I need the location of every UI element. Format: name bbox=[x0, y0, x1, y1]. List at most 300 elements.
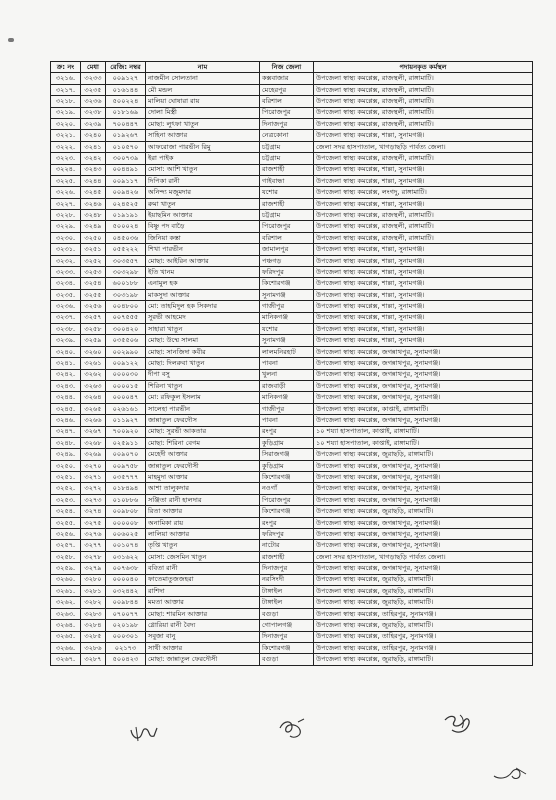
serial-cell: ৩২৫০. bbox=[51, 460, 81, 471]
table-row bbox=[51, 426, 533, 437]
merit-cell: ৩২৮১ bbox=[81, 585, 106, 596]
district-cell: মানিকগঞ্জ bbox=[260, 312, 314, 323]
posting-cell: উপজেলা স্বাস্থ্য কমপ্লেক্স, জুরাছড়ি, রাঙ্গামাটি। bbox=[314, 597, 533, 608]
name-cell: জান্নাতুল ফেরদৌস bbox=[146, 415, 260, 426]
table-row bbox=[51, 563, 533, 574]
district-cell: কুড়িগ্রাম bbox=[260, 437, 314, 448]
registration-cell: ০২১৭৩ bbox=[106, 642, 146, 653]
serial-cell: ৩২৬৪. bbox=[51, 620, 81, 631]
table-row bbox=[51, 153, 533, 164]
table-row bbox=[51, 301, 533, 312]
name-cell: অনিন্দ্য মজুমদার bbox=[146, 187, 260, 198]
registration-cell: ০১৯২৬৭ bbox=[106, 130, 146, 141]
merit-cell: ৩২৫২ bbox=[81, 255, 106, 266]
merit-cell: ৩২৪০ bbox=[81, 130, 106, 141]
district-cell: টাঙ্গাইল bbox=[260, 585, 314, 596]
name-cell: মোছা: সানজিদা কবীর bbox=[146, 346, 260, 357]
registration-cell: ০০৯১২৭ bbox=[106, 73, 146, 84]
district-cell: সুনামগঞ্জ bbox=[260, 335, 314, 346]
name-cell: ফাতেমাতুজজহরা bbox=[146, 574, 260, 585]
district-cell: চট্টগ্রাম bbox=[260, 153, 314, 164]
district-cell: গাজীপুর bbox=[260, 403, 314, 414]
merit-cell: ৩২৫৯ bbox=[81, 335, 106, 346]
registration-cell: ০০৭৫৫৫ bbox=[106, 312, 146, 323]
merit-cell: ৩২৪২ bbox=[81, 153, 106, 164]
registration-cell: ৬০০১৮৮ bbox=[106, 278, 146, 289]
district-cell: রংপুর bbox=[260, 517, 314, 528]
name-cell: জান্নাতুল ফেরদৌসী bbox=[146, 460, 260, 471]
merit-cell: ৩২৪৪ bbox=[81, 175, 106, 186]
serial-cell: ৩২১৬. bbox=[51, 73, 81, 84]
serial-cell: ৩২২৩. bbox=[51, 153, 81, 164]
table-row bbox=[51, 289, 533, 300]
serial-cell: ৩২৫৬. bbox=[51, 529, 81, 540]
registration-cell: ০২০১৯৮ bbox=[106, 620, 146, 631]
merit-cell: ৩২৩৮ bbox=[81, 107, 106, 118]
name-cell: দীপা বসু bbox=[146, 369, 260, 380]
table-row bbox=[51, 574, 533, 585]
registration-cell: ০০১০৭৪ bbox=[106, 540, 146, 551]
name-cell: ববিতা রানী bbox=[146, 563, 260, 574]
serial-cell: ৩২৩৬. bbox=[51, 301, 81, 312]
table-row bbox=[51, 141, 533, 152]
posting-cell: উপজেলা স্বাস্থ্য কমপ্লেক্স, রাজস্থলী, রাঙ্গামাটি। bbox=[314, 118, 533, 129]
header-name: নাম bbox=[146, 62, 260, 73]
name-cell: সাথী আক্তার bbox=[146, 642, 260, 653]
registration-cell: ০০৯৮৪৪ bbox=[106, 597, 146, 608]
district-cell: ফরিদপুর bbox=[260, 267, 314, 278]
registration-cell: ৫০০২২৪ bbox=[106, 96, 146, 107]
posting-cell: উপজেলা স্বাস্থ্য কমপ্লেক্স, জুরাছড়ি, রাঙ্গামাটি। bbox=[314, 654, 533, 665]
name-cell: মাহমুদা আক্তার bbox=[146, 472, 260, 483]
posting-cell: ১০ শয্যা হাসপাতাল, কাপ্তাই, রাঙ্গামাটি। bbox=[314, 426, 533, 437]
name-cell: অনামিকা রায় bbox=[146, 517, 260, 528]
registration-cell: ০০৯৭৫৮ bbox=[106, 460, 146, 471]
registration-cell: ০০৬০২৫ bbox=[106, 529, 146, 540]
table-row bbox=[51, 221, 533, 232]
registration-cell: ০০৪৪৯১ bbox=[106, 164, 146, 175]
name-cell: আফরোজা পারভীন রিমু bbox=[146, 141, 260, 152]
posting-cell: উপজেলা স্বাস্থ্য কমপ্লেক্স, জগন্নাথপুর, সুনামগঞ্জ। bbox=[314, 380, 533, 391]
table-row bbox=[51, 449, 533, 460]
merit-cell: ৩২৬৫ bbox=[81, 403, 106, 414]
name-cell: রুমা খাতুন bbox=[146, 198, 260, 209]
name-cell: মো: রফিকুল ইসলাম bbox=[146, 392, 260, 403]
serial-cell: ৩২৬৩. bbox=[51, 608, 81, 619]
header-serial: ক্র: নং bbox=[51, 62, 81, 73]
merit-cell: ৩২৩৬ bbox=[81, 96, 106, 107]
name-cell: মাকসুদা আক্তার bbox=[146, 289, 260, 300]
name-cell: মোছা: উম্মে সালমা bbox=[146, 335, 260, 346]
registration-cell: ৩০০৪২০ bbox=[106, 323, 146, 334]
merit-cell: ৩২৬০ bbox=[81, 346, 106, 357]
merit-cell: ৩২৬৬ bbox=[81, 415, 106, 426]
serial-cell: ৩২৩১. bbox=[51, 244, 81, 255]
serial-cell: ৩২৪১. bbox=[51, 358, 81, 369]
serial-cell: ৩২৫৪. bbox=[51, 506, 81, 517]
posting-cell: উপজেলা স্বাস্থ্য কমপ্লেক্স, শাল্লা, সুনামগঞ্জ। bbox=[314, 164, 533, 175]
serial-cell: ৩২৬১. bbox=[51, 585, 81, 596]
header-home-district: নিজ জেলা bbox=[260, 62, 314, 73]
serial-cell: ৩২৩২. bbox=[51, 255, 81, 266]
merit-cell: ৩২৬৯ bbox=[81, 449, 106, 460]
name-cell: শিখা পারভীন bbox=[146, 244, 260, 255]
registration-cell: ৭০০৯২০ bbox=[106, 426, 146, 437]
district-cell: গাইবান্ধা bbox=[260, 175, 314, 186]
district-cell: সুনামগঞ্জ bbox=[260, 289, 314, 300]
serial-cell: ৩২২৪. bbox=[51, 164, 81, 175]
name-cell: শিরিনা খাতুন bbox=[146, 380, 260, 391]
table-row bbox=[51, 472, 533, 483]
posting-cell: উপজেলা স্বাস্থ্য কমপ্লেক্স, জগন্নাথপুর, সুনামগঞ্জ। bbox=[314, 369, 533, 380]
merit-cell: ৩২৬৮ bbox=[81, 437, 106, 448]
merit-cell: ৩২৫৮ bbox=[81, 323, 106, 334]
name-cell: তৃপ্তি খাতুন bbox=[146, 540, 260, 551]
table-body bbox=[51, 73, 533, 665]
table-row bbox=[51, 415, 533, 426]
serial-cell: ৩২৪৩. bbox=[51, 380, 81, 391]
table-row bbox=[51, 620, 533, 631]
name-cell: মোছা: আইরিন আক্তার bbox=[146, 255, 260, 266]
posting-cell: উপজেলা স্বাস্থ্য কমপ্লেক্স, জগন্নাথপুর, সুনামগঞ্জ। bbox=[314, 529, 533, 540]
header-merit: মেধা bbox=[81, 62, 106, 73]
posting-cell: উপজেলা স্বাস্থ্য কমপ্লেক্স, কাপ্তাই, রাঙ্গামাটি। bbox=[314, 403, 533, 414]
name-cell: জিনিয়া কস্তা bbox=[146, 232, 260, 243]
registration-cell: ৩০৩১৯৮ bbox=[106, 289, 146, 300]
registration-cell: ০০৯০৭০ bbox=[106, 449, 146, 460]
merit-cell: ৩২৩৩ bbox=[81, 73, 106, 84]
name-cell: মোছা: জান্নাতুল ফেরদৌসী bbox=[146, 654, 260, 665]
district-cell: গোপালগঞ্জ bbox=[260, 620, 314, 631]
posting-cell: উপজেলা স্বাস্থ্য কমপ্লেক্স, শাল্লা, সুনামগঞ্জ। bbox=[314, 312, 533, 323]
table-row bbox=[51, 369, 533, 380]
merit-cell: ৩২৪১ bbox=[81, 141, 106, 152]
posting-cell: উপজেলা স্বাস্থ্য কমপ্লেক্স, রাজস্থলী, রাঙ্গামাটি। bbox=[314, 84, 533, 95]
serial-cell: ৩২৫৭. bbox=[51, 540, 81, 551]
signature-middle bbox=[276, 716, 308, 742]
table-row bbox=[51, 346, 533, 357]
posting-cell: ১০ শয্যা হাসপাতাল, কাপ্তাই, রাঙ্গামাটি। bbox=[314, 437, 533, 448]
name-cell: ইরা পাইক bbox=[146, 153, 260, 164]
serial-cell: ৩২২৮. bbox=[51, 210, 81, 221]
registration-cell: ০২৬১৬১ bbox=[106, 403, 146, 414]
district-cell: যশোর bbox=[260, 323, 314, 334]
registration-cell: ০০২৯৯০ bbox=[106, 346, 146, 357]
table-row bbox=[51, 73, 533, 84]
posting-cell: উপজেলা স্বাস্থ্য কমপ্লেক্স, শাল্লা, সুনামগঞ্জ। bbox=[314, 278, 533, 289]
table-row bbox=[51, 529, 533, 540]
posting-cell: উপজেলা স্বাস্থ্য কমপ্লেক্স, শাল্লা, সুনামগঞ্জ। bbox=[314, 198, 533, 209]
table-row bbox=[51, 130, 533, 141]
table-row bbox=[51, 312, 533, 323]
table-row bbox=[51, 597, 533, 608]
table-row bbox=[51, 267, 533, 278]
table-row bbox=[51, 437, 533, 448]
registration-cell: ০২৫৯১১ bbox=[106, 437, 146, 448]
merit-cell: ৩২৮৩ bbox=[81, 608, 106, 619]
serial-cell: ৩২৪৮. bbox=[51, 437, 81, 448]
name-cell: মমতা আক্তার bbox=[146, 597, 260, 608]
district-cell: নেত্রকোনা bbox=[260, 130, 314, 141]
posting-cell: উপজেলা স্বাস্থ্য কমপ্লেক্স, তাহিরপুর, সুনামগঞ্জ। bbox=[314, 631, 533, 642]
district-cell: পিরোজপুর bbox=[260, 221, 314, 232]
posting-cell: উপজেলা স্বাস্থ্য কমপ্লেক্স, রাজস্থলী, রাঙ্গামাটি। bbox=[314, 96, 533, 107]
posting-cell: উপজেলা স্বাস্থ্য কমপ্লেক্স, রাজস্থলী, রাঙ্গামাটি। bbox=[314, 221, 533, 232]
posting-cell: উপজেলা স্বাস্থ্য কমপ্লেক্স, শাল্লা, সুনামগঞ্জ। bbox=[314, 267, 533, 278]
serial-cell: ৩২৬৫. bbox=[51, 631, 81, 642]
name-cell: সালেহা পারভীন bbox=[146, 403, 260, 414]
posting-cell: উপজেলা স্বাস্থ্য কমপ্লেক্স, শাল্লা, সুনামগঞ্জ। bbox=[314, 335, 533, 346]
registration-cell: ০২৪৫২৫ bbox=[106, 198, 146, 209]
registration-cell: ০১৮১৬৯ bbox=[106, 107, 146, 118]
merit-cell: ৩২৫৬ bbox=[81, 301, 106, 312]
district-cell: নরসিংদী bbox=[260, 574, 314, 585]
merit-cell: ৩২৭৫ bbox=[81, 517, 106, 528]
serial-cell: ৩২৪৪. bbox=[51, 392, 81, 403]
serial-cell: ৩২২০. bbox=[51, 118, 81, 129]
posting-cell: উপজেলা স্বাস্থ্য কমপ্লেক্স, জগন্নাথপুর, সুনামগঞ্জ। bbox=[314, 358, 533, 369]
serial-cell: ৩২৬২. bbox=[51, 597, 81, 608]
header-registration: রেজি: নম্বর bbox=[106, 62, 146, 73]
merit-cell: ৩২৪৮ bbox=[81, 210, 106, 221]
posting-cell: উপজেলা স্বাস্থ্য কমপ্লেক্স, রাজস্থলী, রাঙ্গামাটি। bbox=[314, 232, 533, 243]
name-cell: মোছা: শিরিনা বেগম bbox=[146, 437, 260, 448]
district-cell: রাজশাহী bbox=[260, 164, 314, 175]
serial-cell: ৩২৩৮. bbox=[51, 323, 81, 334]
district-cell: রংপুর bbox=[260, 426, 314, 437]
merit-cell: ৩২৪৩ bbox=[81, 164, 106, 175]
district-cell: বরিশাল bbox=[260, 232, 314, 243]
name-cell: মৌ মন্ডল bbox=[146, 84, 260, 95]
posting-cell: উপজেলা স্বাস্থ্য কমপ্লেক্স, শাল্লা, সুনামগঞ্জ। bbox=[314, 175, 533, 186]
name-cell: ইতি খানম bbox=[146, 267, 260, 278]
merit-cell: ৩২৭৯ bbox=[81, 563, 106, 574]
serial-cell: ৩২৩৩. bbox=[51, 267, 81, 278]
registration-cell: ০০৯৪২৬ bbox=[106, 187, 146, 198]
posting-cell: উপজেলা স্বাস্থ্য কমপ্লেক্স, জগন্নাথপুর, সুনামগঞ্জ। bbox=[314, 346, 533, 357]
table-row bbox=[51, 551, 533, 562]
header-posting-place: পদায়নকৃত কর্মস্থল bbox=[314, 62, 533, 73]
posting-cell: উপজেলা স্বাস্থ্য কমপ্লেক্স, শাল্লা, সুনামগঞ্জ। bbox=[314, 301, 533, 312]
table-row bbox=[51, 244, 533, 255]
registration-cell: ০০৭৬৩৮ bbox=[106, 563, 146, 574]
name-cell: মালিয়া ঘোষারা রায় bbox=[146, 96, 260, 107]
district-cell: রাজশাহী bbox=[260, 198, 314, 209]
registration-cell: ০৩২৪৪২ bbox=[106, 585, 146, 596]
table-row bbox=[51, 96, 533, 107]
district-cell: পঞ্চগড় bbox=[260, 255, 314, 266]
posting-cell: উপজেলা স্বাস্থ্য কমপ্লেক্স, জগন্নাথপুর, সুনামগঞ্জ। bbox=[314, 460, 533, 471]
name-cell: মোছা: দিলরুবা খাতুন bbox=[146, 358, 260, 369]
serial-cell: ৩২২৭. bbox=[51, 198, 81, 209]
posting-cell: উপজেলা স্বাস্থ্য কমপ্লেক্স, শাল্লা, সুনামগঞ্জ। bbox=[314, 323, 533, 334]
table-row bbox=[51, 358, 533, 369]
serial-cell: ৩২৫৯. bbox=[51, 563, 81, 574]
registration-cell: ০১০৮৮৬ bbox=[106, 494, 146, 505]
table-row bbox=[51, 255, 533, 266]
registration-cell: ০১৬১৪৪ bbox=[106, 84, 146, 95]
serial-cell: ৩২২১. bbox=[51, 130, 81, 141]
serial-cell: ৩২৫১. bbox=[51, 472, 81, 483]
serial-cell: ৩২৪০. bbox=[51, 346, 81, 357]
table-row bbox=[51, 84, 533, 95]
merit-cell: ৩২৭২ bbox=[81, 483, 106, 494]
serial-cell: ৩২৩৯. bbox=[51, 335, 81, 346]
table-row bbox=[51, 278, 533, 289]
posting-table bbox=[50, 61, 533, 666]
district-cell: দিনাজপুর bbox=[260, 118, 314, 129]
serial-cell: ৩২২২. bbox=[51, 141, 81, 152]
merit-cell: ৩২৭১ bbox=[81, 472, 106, 483]
registration-cell: ৭০০৪৪৭ bbox=[106, 118, 146, 129]
registration-cell: ৩০০৭৩৯ bbox=[106, 153, 146, 164]
posting-cell: উপজেলা স্বাস্থ্য কমপ্লেক্স, জগন্নাথপুর, সুনামগঞ্জ। bbox=[314, 494, 533, 505]
registration-cell: ৩০৩৫৫৭ bbox=[106, 255, 146, 266]
serial-cell: ৩২৪৬. bbox=[51, 415, 81, 426]
district-cell: জামালপুর bbox=[260, 244, 314, 255]
merit-cell: ৩২৩৯ bbox=[81, 118, 106, 129]
district-cell: পিরোজপুর bbox=[260, 494, 314, 505]
district-cell: বগুড়া bbox=[260, 654, 314, 665]
district-cell: মানিকগঞ্জ bbox=[260, 392, 314, 403]
table-row bbox=[51, 494, 533, 505]
district-cell: যশোর bbox=[260, 187, 314, 198]
registration-cell: ০১০৫৭০ bbox=[106, 141, 146, 152]
merit-cell: ৩২৬১ bbox=[81, 358, 106, 369]
name-cell: মোছা: সুরভী আকতার bbox=[146, 426, 260, 437]
district-cell: বগুড়া bbox=[260, 608, 314, 619]
merit-cell: ৩২৬৪ bbox=[81, 392, 106, 403]
registration-cell: ০৩১৬২২ bbox=[106, 551, 146, 562]
posting-cell: উপজেলা স্বাস্থ্য কমপ্লেক্স, রাজস্থলী, রাঙ্গামাটি। bbox=[314, 107, 533, 118]
merit-cell: ৩২৭৬ bbox=[81, 529, 106, 540]
district-cell: নাটোর bbox=[260, 540, 314, 551]
name-cell: বিষ্ণু পদ বাড়ৈ bbox=[146, 221, 260, 232]
merit-cell: ৩২৮০ bbox=[81, 574, 106, 585]
registration-cell: ৫০০০২৪ bbox=[106, 221, 146, 232]
table-row bbox=[51, 210, 533, 221]
posting-cell: উপজেলা স্বাস্থ্য কমপ্লেক্স, জুরাছড়ি, রাঙ্গামাটি। bbox=[314, 574, 533, 585]
serial-cell: ৩২১৭. bbox=[51, 84, 81, 95]
district-cell: টাঙ্গাইল bbox=[260, 597, 314, 608]
district-cell: সিরাজগঞ্জ bbox=[260, 449, 314, 460]
serial-cell: ৩২২৯. bbox=[51, 221, 81, 232]
district-cell: নওগাঁ bbox=[260, 483, 314, 494]
posting-cell: উপজেলা স্বাস্থ্য কমপ্লেক্স, শাল্লা, সুনামগঞ্জ। bbox=[314, 244, 533, 255]
posting-cell: উপজেলা স্বাস্থ্য কমপ্লেক্স, জগন্নাথপুর, সুনামগঞ্জ। bbox=[314, 472, 533, 483]
merit-cell: ৩২৮৭ bbox=[81, 654, 106, 665]
merit-cell: ৩২৫৫ bbox=[81, 289, 106, 300]
merit-cell: ৩২৫০ bbox=[81, 232, 106, 243]
registration-cell: ০০৯১১৭ bbox=[106, 175, 146, 186]
registration-cell: ০০০৩০১ bbox=[106, 631, 146, 642]
name-cell: মোসা: আশি খাতুন bbox=[146, 164, 260, 175]
registration-cell: ৫০০৪২৩ bbox=[106, 654, 146, 665]
serial-cell: ৩২৬৬. bbox=[51, 642, 81, 653]
merit-cell: ৩২৭৩ bbox=[81, 494, 106, 505]
table-row bbox=[51, 335, 533, 346]
district-cell: কক্সবাজার bbox=[260, 73, 314, 84]
posting-cell: উপজেলা স্বাস্থ্য কমপ্লেক্স, তাহিরপুর, সুনামগঞ্জ। bbox=[314, 608, 533, 619]
posting-cell: জেলা সদর হাসপাতাল, খাগড়াছড়ি পার্বত্য জেলা। bbox=[314, 551, 533, 562]
merit-cell: ৩২৩৫ bbox=[81, 84, 106, 95]
serial-cell: ৩২৪৭. bbox=[51, 426, 81, 437]
serial-cell: ৩২৪৫. bbox=[51, 403, 81, 414]
table-row bbox=[51, 654, 533, 665]
table-row bbox=[51, 164, 533, 175]
table-row bbox=[51, 608, 533, 619]
table-row bbox=[51, 506, 533, 517]
serial-cell: ৩২৩৭. bbox=[51, 312, 81, 323]
registration-cell: ০৩৫৭৭৭ bbox=[106, 472, 146, 483]
posting-cell: উপজেলা স্বাস্থ্য কমপ্লেক্স, জুরাছড়ি, রাঙ্গামাটি। bbox=[314, 585, 533, 596]
district-cell: কিশোরগঞ্জ bbox=[260, 642, 314, 653]
posting-cell: উপজেলা স্বাস্থ্য কমপ্লেক্স, রাজস্থলী, রাঙ্গামাটি। bbox=[314, 73, 533, 84]
serial-cell: ৩২৫৩. bbox=[51, 494, 81, 505]
name-cell: গ্লোরিয়া রানী বৈদ্য bbox=[146, 620, 260, 631]
name-cell: মোছা: শারমিন আক্তার bbox=[146, 608, 260, 619]
table-header-row bbox=[51, 62, 533, 73]
district-cell: গাজীপুর bbox=[260, 301, 314, 312]
table-row bbox=[51, 323, 533, 334]
merit-cell: ৩২৫৪ bbox=[81, 278, 106, 289]
merit-cell: ৩২৭৭ bbox=[81, 540, 106, 551]
posting-cell: উপজেলা স্বাস্থ্য কমপ্লেক্স, তাহিরপুর, সুনামগঞ্জ। bbox=[314, 642, 533, 653]
serial-cell: ৩২২৫. bbox=[51, 175, 81, 186]
district-cell: কিশোরগঞ্জ bbox=[260, 506, 314, 517]
name-cell: দোলা মিস্ত্রী bbox=[146, 107, 260, 118]
name-cell: মো: তাহমিদুল হক সিকদার bbox=[146, 301, 260, 312]
merit-cell: ৩২৪৬ bbox=[81, 198, 106, 209]
name-cell: আশা তালুকদার bbox=[146, 483, 260, 494]
merit-cell: ৩২৮৬ bbox=[81, 642, 106, 653]
registration-cell: ০৭০০৭৭ bbox=[106, 608, 146, 619]
table-row bbox=[51, 232, 533, 243]
district-cell: দিনাজপুর bbox=[260, 563, 314, 574]
merit-cell: ৩২৭৮ bbox=[81, 551, 106, 562]
table-row bbox=[51, 187, 533, 198]
table-row bbox=[51, 585, 533, 596]
merit-cell: ৩২৬২ bbox=[81, 369, 106, 380]
serial-cell: ৩২১৮. bbox=[51, 96, 81, 107]
registration-cell: ০১৮৪৯৪ bbox=[106, 483, 146, 494]
serial-cell: ৩২৬০. bbox=[51, 574, 81, 585]
posting-cell: উপজেলা স্বাস্থ্য কমপ্লেক্স, শাল্লা, সুনামগঞ্জ। bbox=[314, 289, 533, 300]
serial-cell: ৩২৪২. bbox=[51, 369, 81, 380]
registration-cell: ০০৯৮০৮ bbox=[106, 506, 146, 517]
district-cell: মেহেরপুর bbox=[260, 84, 314, 95]
signature-corner bbox=[490, 762, 530, 784]
serial-cell: ৩২৪৯. bbox=[51, 449, 81, 460]
district-cell: কিশোরগঞ্জ bbox=[260, 472, 314, 483]
merit-cell: ৩২৬৭ bbox=[81, 426, 106, 437]
name-cell: মোছা: লুৎফা খাতুন bbox=[146, 118, 260, 129]
posting-cell: উপজেলা স্বাস্থ্য কমপ্লেক্স, জগন্নাথপুর, সুনামগঞ্জ। bbox=[314, 483, 533, 494]
name-cell: এনামুল হক bbox=[146, 278, 260, 289]
district-cell: বরিশাল bbox=[260, 96, 314, 107]
name-cell: ইয়াছমিন আক্তার bbox=[146, 210, 260, 221]
registration-cell: ০০০০১৫ bbox=[106, 380, 146, 391]
merit-cell: ৩২৪৫ bbox=[81, 187, 106, 198]
serial-cell: ৩২৫২. bbox=[51, 483, 81, 494]
registration-cell: ০১১৯২৭ bbox=[106, 415, 146, 426]
table-row bbox=[51, 403, 533, 414]
district-cell: কিশোরগঞ্জ bbox=[260, 278, 314, 289]
table-row bbox=[51, 175, 533, 186]
registration-cell: ০০০০৪০ bbox=[106, 574, 146, 585]
posting-cell: উপজেলা স্বাস্থ্য কমপ্লেক্স, জগন্নাথপুর, সুনামগঞ্জ। bbox=[314, 415, 533, 426]
name-cell: সাহিনা আক্তার bbox=[146, 130, 260, 141]
